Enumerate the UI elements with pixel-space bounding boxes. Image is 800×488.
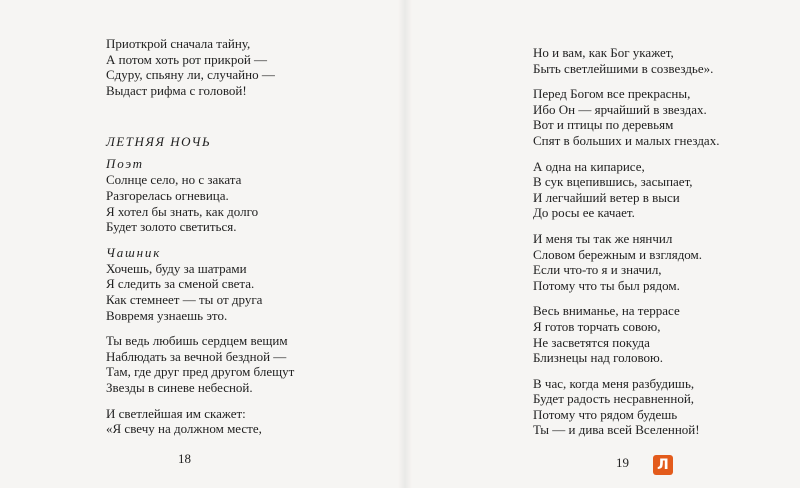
verse-line: Потому что рядом будешь [533,406,678,422]
stanza [533,231,783,293]
verse-line: Будет золото светиться. [106,219,237,235]
verse-line: Вот и птицы по деревьям [533,117,674,133]
stanza [533,159,783,221]
stanza [533,86,783,148]
page-number: 19 [616,455,629,470]
verse-line: Ибо Он — ярчайший в звездах. [533,101,707,117]
verse-line: Будет радость несравненной, [533,391,695,407]
verse-line: Я следить за сменой света. [106,276,255,292]
verse-line: Ты ведь любишь сердцем вещим [106,333,288,349]
verse-line: Весь вниманье, на террасе [533,303,680,319]
verse-line: Солнце село, но с заката [106,172,242,188]
verse-line: «Я свечу на должном месте, [106,421,262,437]
verse-line: Как стемнеет — ты от друга [106,291,263,307]
right-page [400,0,800,488]
right-page-text [533,45,783,448]
verse-line: Потому что ты был рядом. [533,277,680,293]
logo-letter: Л [657,457,669,473]
stanza [106,261,376,323]
verse-line: В час, когда меня разбудишь, [533,375,695,391]
verse-line: Если что-то я и значил, [533,262,662,278]
verse-line: Выдаст рифма с головой! [106,82,247,98]
verse-line: Словом бережным и взглядом. [533,246,703,262]
verse-line: Сдуру, спьяну ли, случайно — [106,67,275,83]
stanza [533,376,783,438]
stanza [106,36,376,98]
verse-line: Перед Богом все прекрасны, [533,86,691,102]
verse-line: Я хотел бы знать, как долго [106,203,259,219]
stanza [533,45,783,76]
verse-line: Я готов торчать совою, [533,318,661,334]
verse-line: Хочешь, буду за шатрами [106,260,247,276]
verse-line: Звезды в синеве небесной. [106,379,253,395]
verse-line: Приоткрой сначала тайну, [106,36,251,51]
poem-title: ЛЕТНЯЯ НОЧЬ [106,134,212,150]
publisher-logo-icon [653,455,673,475]
stanza [533,303,783,365]
stanza [106,406,376,437]
verse-line: Ты — и дива всей Вселенной! [533,422,700,438]
verse-line: Там, где друг пред другом блещут [106,364,295,380]
speaker-label: Чашник [106,244,162,260]
verse-line: И легчайший ветер в выси [533,189,680,205]
verse-line: В сук вцепившись, засыпает, [533,174,693,190]
left-page-text [106,36,376,447]
verse-line: И меня ты так же нянчил [533,230,673,246]
speaker-label: Поэт [106,156,144,172]
verse-line: Вовремя узнаешь это. [106,307,228,323]
verse-line: До росы ее качает. [533,205,635,221]
stanza [106,172,376,234]
verse-line: Разгорелась огневица. [106,187,229,203]
verse-line: И светлейшая им скажет: [106,405,246,421]
page-number: 18 [178,451,191,466]
verse-line: А одна на кипарисе, [533,158,645,174]
verse-line: Быть светлейшими в созвездье». [533,60,714,76]
stanza [106,333,376,395]
verse-line: Наблюдать за вечной бездной — [106,348,287,364]
verse-line: А потом хоть рот прикрой — [106,51,268,67]
verse-line: Близнецы над головою. [533,350,663,366]
verse-line: Не засветятся покуда [533,334,650,350]
verse-line: Но и вам, как Бог укажет, [533,45,674,60]
verse-line: Спят в больших и малых гнездах. [533,132,720,148]
